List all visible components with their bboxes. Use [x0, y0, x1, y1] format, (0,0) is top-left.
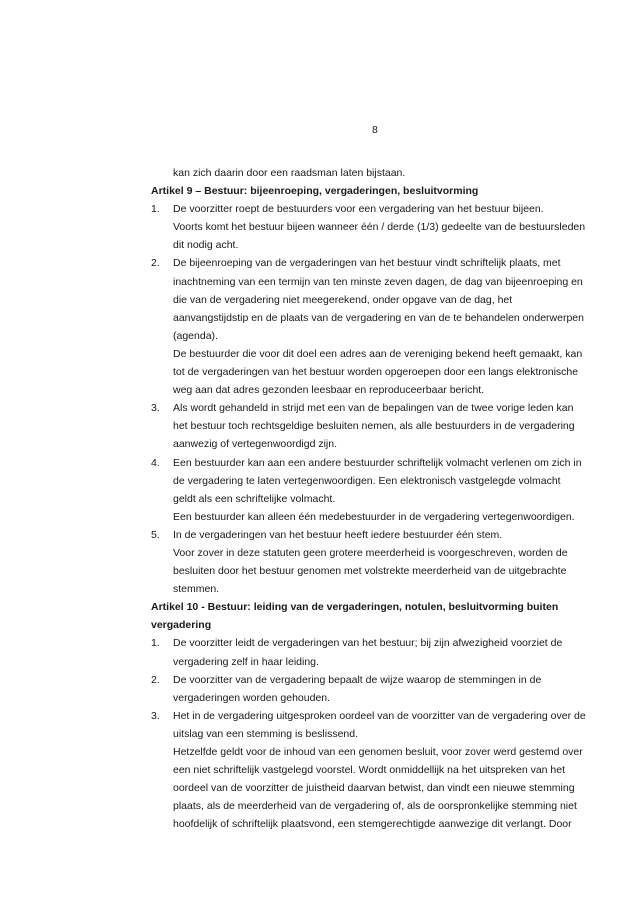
item-text-line: dit nodig acht.	[173, 239, 239, 252]
item-number: 5.	[151, 528, 160, 541]
intro-line: kan zich daarin door een raadsman laten bijstaan.	[173, 167, 406, 179]
page-number: 8	[372, 124, 378, 136]
item-number: 1.	[151, 203, 160, 216]
item-text-line: Een bestuurder kan aan een andere bestuurder schriftelijk volmacht verlenen om zich in	[173, 456, 582, 469]
item-text-line: De voorzitter van de vergadering bepaalt de wijze waarop de stemmingen in de	[173, 673, 542, 686]
item-text-line: stemmen.	[173, 583, 220, 596]
list-item	[151, 454, 607, 526]
item-text-line: Voorts komt het bestuur bijeen wanneer één / derde (1/3) gedeelte van de bestuursleden	[173, 221, 586, 234]
item-text-line: Als wordt gehandeld in strijd met een van de bepalingen van de twee vorige leden kan	[173, 402, 574, 415]
item-text-line: oordeel van de voorzitter de juistheid daarvan betwist, dan vindt een nieuwe stemming	[173, 782, 575, 795]
list-item	[151, 200, 607, 254]
item-text-line: De voorzitter roept de bestuurders voor een vergadering van het bestuur bijeen.	[173, 203, 544, 216]
item-text-line: hoofdelijk of schriftelijk plaatsvond, een stemgerechtigde aanwezige dit verlangt. Door	[173, 818, 572, 831]
item-text-line: tot de vergaderingen van het bestuur worden opgeroepen door een langs elektronische	[173, 366, 579, 379]
item-text-line: de vergadering te laten vertegenwoordigen. Een elektronisch vastgelegde volmacht	[173, 474, 561, 487]
item-text-line: het bestuur toch rechtsgeldige besluiten nemen, als alle bestuurders in de vergadering	[173, 420, 575, 433]
item-text-line: een niet schriftelijk vastgelegd voorstel. Wordt onmiddellijk na het uitspreken van het	[173, 764, 566, 777]
item-text-line: vergadering zelf in haar leiding.	[173, 655, 319, 668]
item-number: 2.	[151, 673, 160, 686]
item-number: 1.	[151, 637, 160, 650]
item-text-line: vergaderingen worden gehouden.	[173, 691, 331, 704]
item-text-line: die van de vergadering niet meegerekend, onder opgave van de dag, het	[173, 293, 513, 306]
article-10-list	[151, 634, 607, 833]
article-10-heading: Artikel 10 - Bestuur: leiding van de vergaderingen, notulen, besluitvorming buiten	[151, 601, 559, 614]
item-text-line: De voorzitter leidt de vergaderingen van het bestuur; bij zijn afwezigheid voorziet de	[173, 637, 563, 650]
item-text-line: De bestuurder die voor dit doel een adres aan de vereniging bekend heeft gemaakt, kan	[173, 347, 583, 360]
item-text-line: geldt als een schriftelijke volmacht.	[173, 492, 336, 505]
item-text-line: aanwezig of vertegenwoordigd zijn.	[173, 438, 338, 451]
item-number: 4.	[151, 456, 160, 469]
item-text-line: Een bestuurder kan alleen één medebestuurder in de vergadering vertegenwoordigen.	[173, 510, 575, 523]
list-item	[151, 671, 607, 707]
article-10-heading-cont: vergadering	[151, 619, 212, 632]
item-text-line: Het in de vergadering uitgesproken oordeel van de voorzitter van de vergadering over de	[173, 709, 586, 722]
item-text-line: inachtneming van een termijn van ten minste zeven dagen, de dag van bijeenroeping en	[173, 275, 583, 288]
item-text-line: De bijeenroeping van de vergaderingen van het bestuur vindt schriftelijk plaats, met	[173, 257, 561, 270]
list-item	[151, 634, 607, 670]
list-item	[151, 399, 607, 453]
item-text-line: Voor zover in deze statuten geen grotere meerderheid is voorgeschreven, worden de	[173, 546, 568, 559]
article-9-heading: Artikel 9 – Bestuur: bijeenroeping, vergaderingen, besluitvorming	[151, 185, 479, 198]
document-body	[151, 164, 607, 833]
item-text-line: Hetzelfde geldt voor de inhoud van een genomen besluit, voor zover werd gestemd over	[173, 746, 583, 758]
list-item	[151, 707, 607, 834]
item-text-line: weg aan dat adres gezonden leesbaar en reproduceerbaar bericht.	[173, 384, 485, 397]
item-number: 3.	[151, 709, 160, 722]
item-text-line: In de vergaderingen van het bestuur heeft iedere bestuurder één stem.	[173, 528, 503, 541]
item-number: 3.	[151, 402, 160, 415]
item-text-line: aanvangstijdstip en de plaats van de vergadering en van de te behandelen onderwerpen	[173, 311, 584, 324]
item-text-line: uitslag van een stemming is beslissend.	[173, 727, 359, 740]
item-text-line: (agenda).	[173, 329, 218, 342]
item-text-line: besluiten door het bestuur genomen met volstrekte meerderheid van de uitgebrachte	[173, 565, 567, 578]
item-text-line: plaats, als de meerderheid van de vergadering of, als de oorspronkelijke stemming niet	[173, 800, 577, 813]
article-9-list	[151, 200, 607, 598]
item-number: 2.	[151, 257, 160, 270]
list-item	[151, 526, 607, 598]
list-item	[151, 254, 607, 399]
